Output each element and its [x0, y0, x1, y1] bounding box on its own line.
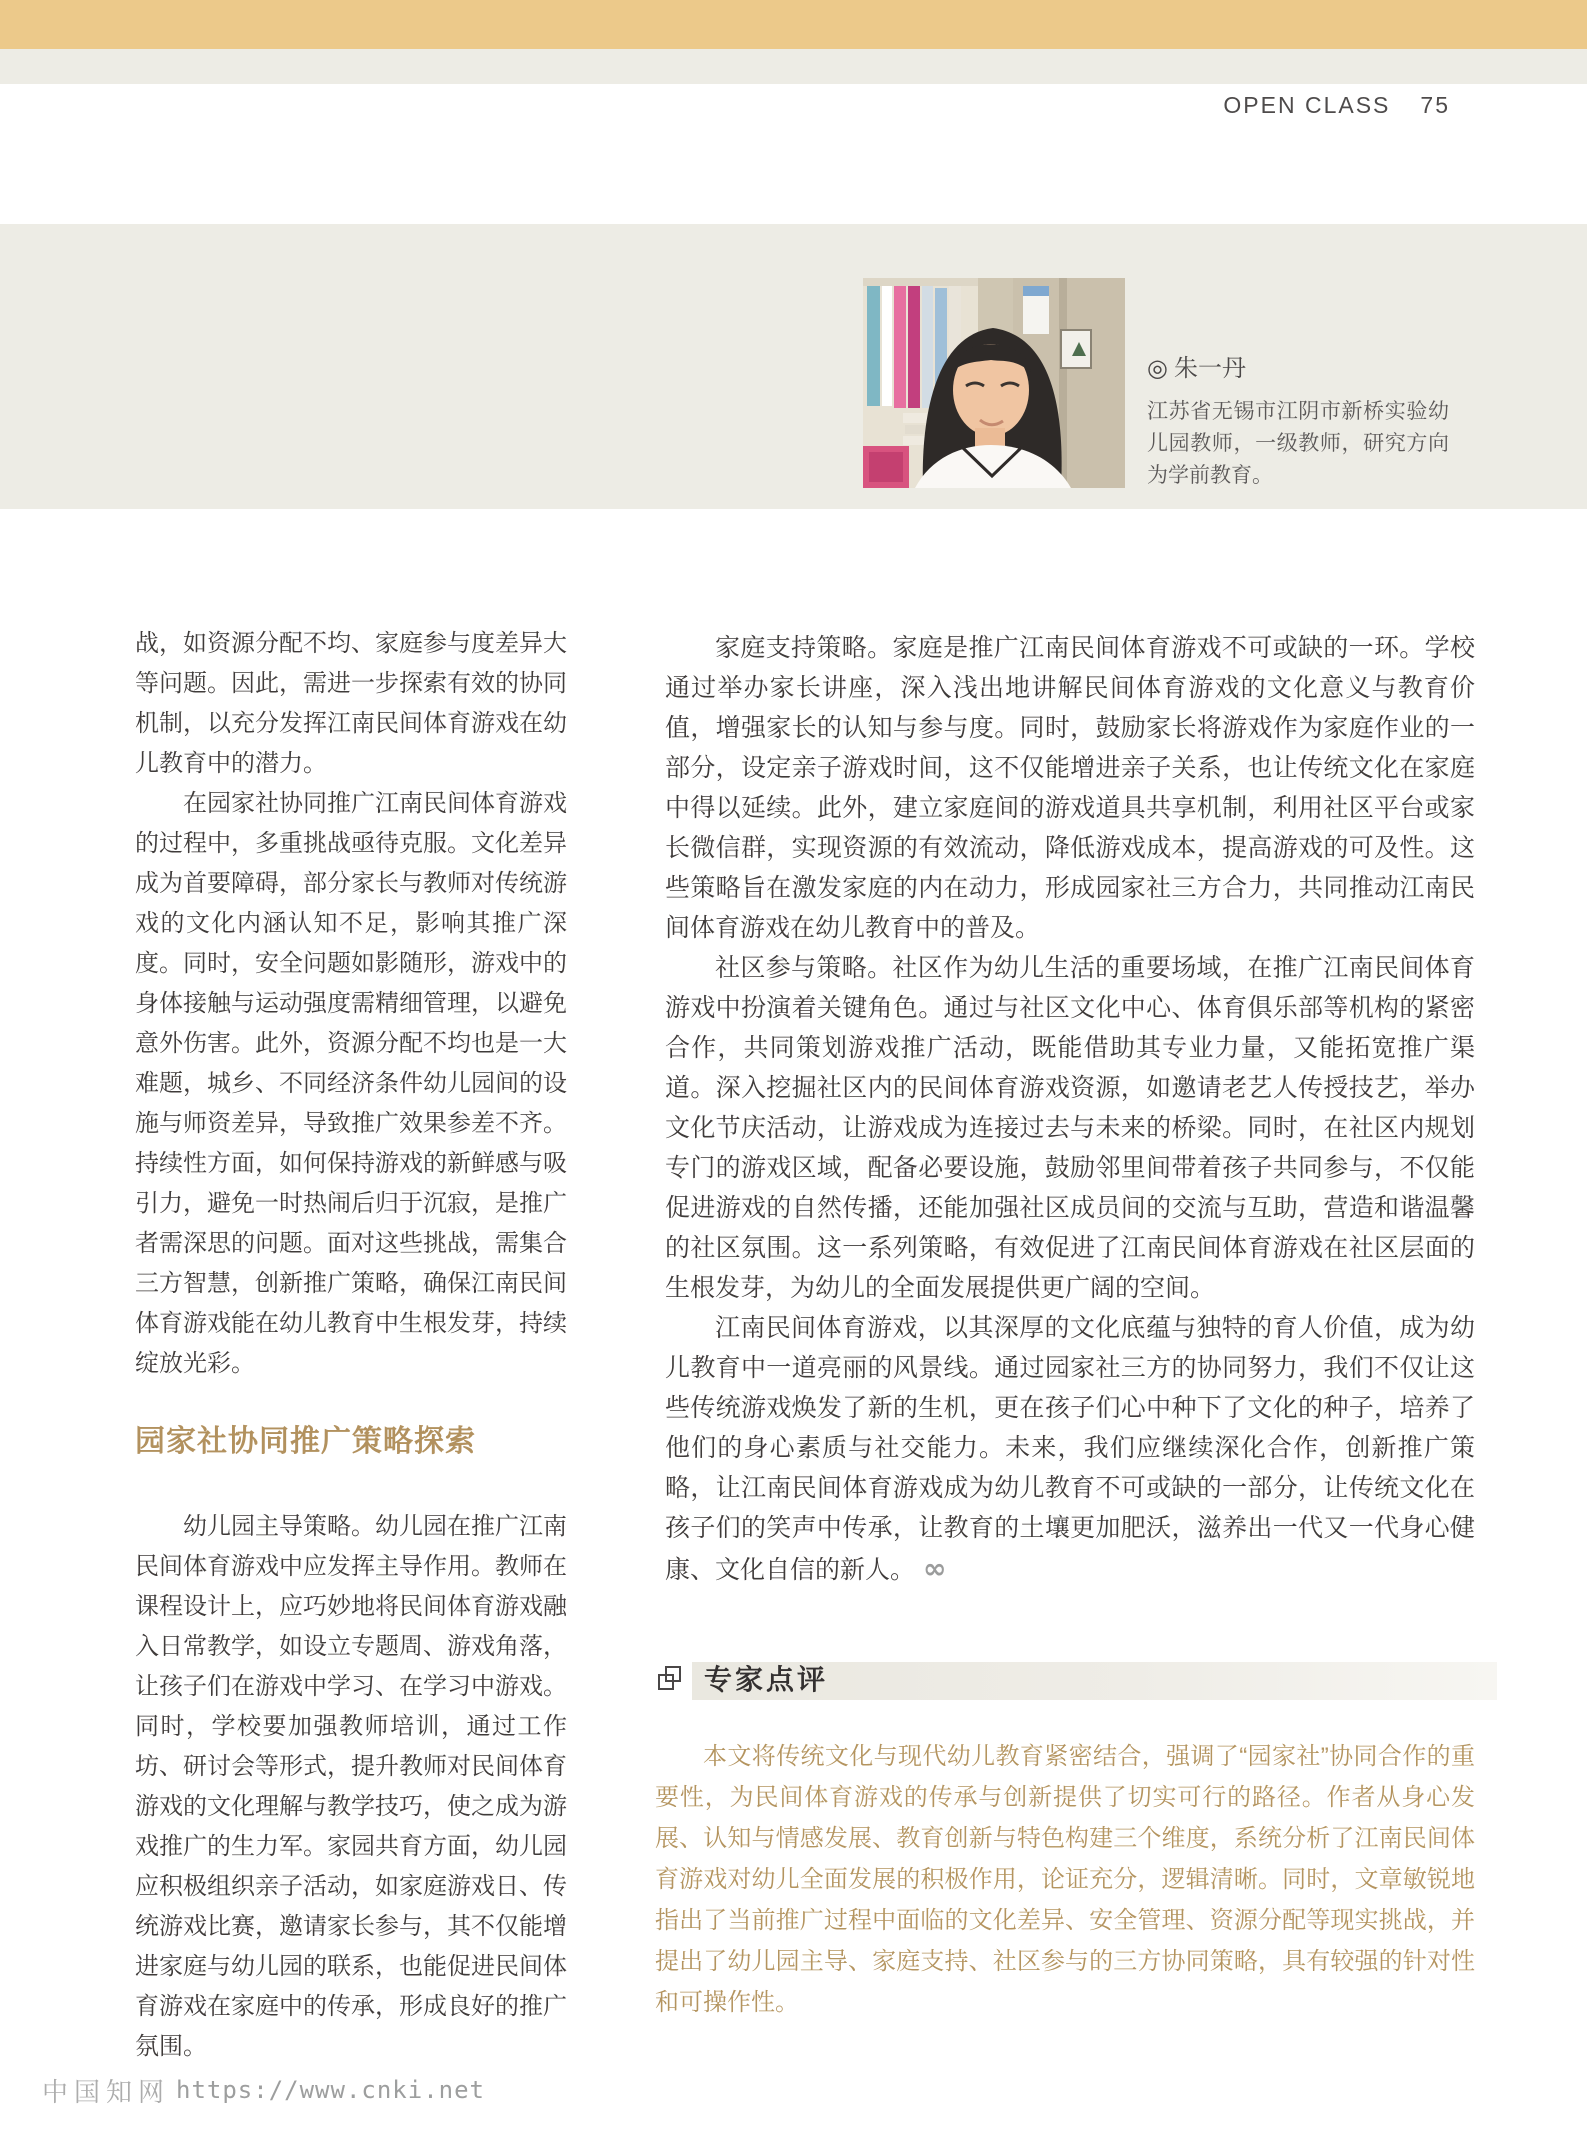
expert-header-title: 专家点评 — [704, 1665, 829, 1696]
right-column — [665, 629, 1475, 1591]
section-heading: 园家社协同推广策略探索 — [135, 1425, 476, 1458]
section-label: OPEN CLASS — [1223, 92, 1391, 118]
page-number: 75 — [1420, 92, 1450, 118]
author-bio: 江苏省无锡市江阴市新桥实验幼儿园教师，一级教师，研究方向为学前教育。 — [1147, 400, 1449, 487]
top-gold-bar — [0, 0, 1587, 49]
right-paragraph-3 — [665, 1309, 1475, 1591]
left-paragraph-2: 在园家社协同推广江南民间体育游戏的过程中，多重挑战亟待克服。文化差异成为首要障碍，部分家长与教师对传统游戏的文化内涵认知不足，影响其推广深度。同时，安全问题如影随形，游戏中的身体接触与运动强度需精细管理，以避免意外伤害。此外，资源分配不均也是一大难题，城乡、不同经济条件幼儿园间的设施与师资差异，导致推广效果参差不齐。持续性方面，如何保持游戏的新鲜感与吸引力，避免一时热闹后归于沉寂，是推广者需深思的问题。面对这些挑战，需集合三方智慧，创新推广策略，确保江南民间体育游戏能在幼儿教育中生根发芽，持续绽放光彩。 — [135, 791, 567, 1377]
left-paragraph-1: 战，如资源分配不均、家庭参与度差异大等问题。因此，需进一步探索有效的协同机制，以充分发挥江南民间体育游戏在幼儿教育中的潜力。 — [135, 631, 567, 777]
right-paragraph-1: 家庭支持策略。家庭是推广江南民间体育游戏不可或缺的一环。学校通过举办家长讲座，深入浅出地讲解民间体育游戏的文化意义与教育价值，增强家长的认知与参与度。同时，鼓励家长将游戏作为家庭作业的一部分，设定亲子游戏时间，这不仅能增进亲子关系，也让传统文化在家庭中得以延续。此外，建立家庭间的游戏道具共享机制，利用社区平台或家长微信群，实现资源的有效流动，降低游戏成本，提高游戏的可及性。这些策略旨在激发家庭的内在动力，形成园家社三方合力，共同推动江南民间体育游戏在幼儿教育中的普及。 — [665, 635, 1475, 942]
expert-comment-body: 本文将传统文化与现代幼儿教育紧密结合，强调了“园家社”协同合作的重要性，为民间体育游戏的传承与创新提供了切实可行的路径。作者从身心发展、认知与情感发展、教育创新与特色构建三个维度，系统分析了江南民间体育游戏对幼儿全面发展的积极作用，论证充分，逻辑清晰。同时，文章敏锐地指出了当前推广过程中面临的文化差异、安全管理、资源分配等现实挑战，并提出了幼儿园主导、家庭支持、社区参与的三方协同策略，具有较强的针对性和可操作性。 — [655, 1743, 1475, 2016]
right-paragraph-3-text: 江南民间体育游戏，以其深厚的文化底蕴与独特的育人价值，成为幼儿教育中一道亮丽的风景线。通过园家社三方的协同努力，我们不仅让这些传统游戏焕发了新的生机，更在孩子们心中种下了文化的种子，培养了他们的身心素质与社交能力。未来，我们应继续深化合作，创新推广策略，让江南民间体育游戏成为幼儿教育不可或缺的一部分，让传统文化在孩子们的笑声中传承，让教育的土壤更加肥沃，滋养出一代又一代身心健康、文化自信的新人。 — [665, 1315, 1475, 1584]
author-photo — [863, 278, 1125, 488]
running-head — [1223, 92, 1450, 119]
top-beige-bar — [0, 49, 1587, 84]
author-name — [1147, 354, 1246, 384]
left-paragraph-3: 幼儿园主导策略。幼儿园在推广江南民间体育游戏中应发挥主导作用。教师在课程设计上，应巧妙地将民间体育游戏融入日常教学，如设立专题周、游戏角落，让孩子们在游戏中学习、在学习中游戏。同时，学校要加强教师培训，通过工作坊、研讨会等形式，提升教师对民间体育游戏的文化理解与教学技巧，使之成为游戏推广的生力军。家园共育方面，幼儿园应积极组织亲子活动，如家庭游戏日、传统游戏比赛，邀请家长参与，其不仅能增进家庭与幼儿园的联系，也能促进民间体育游戏在家庭中的传承，形成良好的推广氛围。 — [135, 1514, 567, 2060]
author-section — [0, 224, 1587, 509]
right-paragraph-2: 社区参与策略。社区作为幼儿生活的重要场域，在推广江南民间体育游戏中扮演着关键角色。通过与社区文化中心、体育俱乐部等机构的紧密合作，共同策划游戏推广活动，既能借助其专业力量，又能拓宽推广渠道。深入挖掘社区内的民间体育游戏资源，如邀请老艺人传授技艺，举办文化节庆活动，让游戏成为连接过去与未来的桥梁。同时，在社区内规划专门的游戏区域，配备必要设施，鼓励邻里间带着孩子共同参与，不仅能促进游戏的自然传播，还能加强社区成员间的交流与互助，营造和谐温馨的社区氛围。这一系列策略，有效促进了江南民间体育游戏在社区层面的生根发芽，为幼儿的全面发展提供更广阔的空间。 — [665, 955, 1475, 1302]
left-column — [135, 624, 567, 2067]
cnki-url: https://www.cnki.net — [176, 2076, 485, 2104]
author-marker-icon: ◎ — [1147, 355, 1168, 382]
overlapping-squares-icon — [658, 1666, 682, 1690]
article-end-icon: ∞ — [923, 1552, 947, 1585]
expert-comment-header — [658, 1662, 1497, 1700]
author-name-text: 朱一丹 — [1173, 355, 1246, 382]
cnki-watermark: 中国知网 — [42, 2078, 171, 2107]
